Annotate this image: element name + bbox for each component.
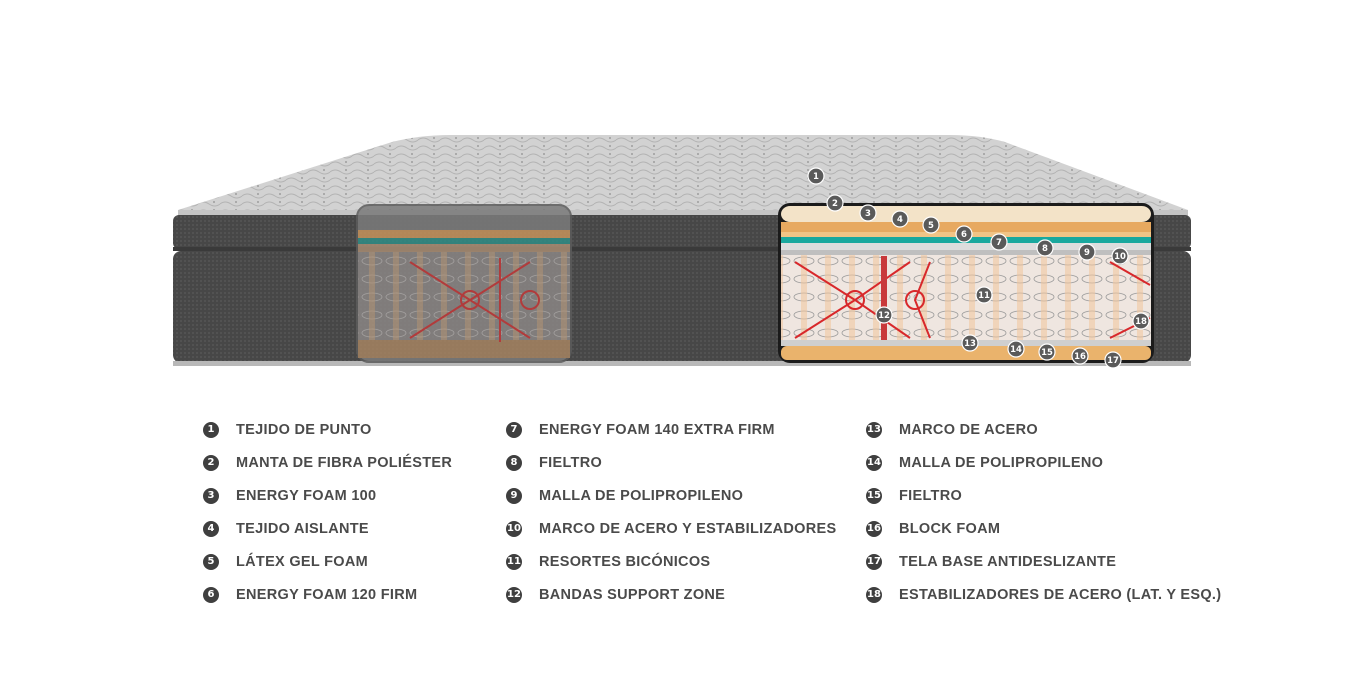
legend-label: MALLA DE POLIPROPILENO [539,487,744,504]
number-badge: 9 [506,488,522,504]
svg-text:15: 15 [1041,348,1053,358]
number-badge: 10 [506,521,522,537]
legend-label: MALLA DE POLIPROPILENO [899,454,1104,471]
legend-label: ENERGY FOAM 140 EXTRA FIRM [539,421,775,438]
svg-text:13: 13 [964,339,976,349]
legend-column-3 [866,413,1221,611]
legend-label: ENERGY FOAM 120 FIRM [236,586,418,603]
number-badge: 4 [203,521,219,537]
callout-4 [892,211,908,227]
number-badge: 18 [866,587,882,603]
callout-6 [956,226,972,242]
svg-text:12: 12 [878,311,890,321]
svg-text:14: 14 [1010,345,1022,355]
number-badge: 13 [866,422,882,438]
legend-label: MANTA DE FIBRA POLIÉSTER [236,454,453,471]
legend-item-14 [866,446,1221,479]
legend-item-3 [203,479,452,512]
number-badge: 11 [506,554,522,570]
callout-2 [827,195,843,211]
legend-item-10 [506,512,836,545]
callout-17 [1105,352,1121,368]
svg-text:5: 5 [928,221,934,231]
legend-label: LÁTEX GEL FOAM [236,553,369,570]
legend-item-2 [203,446,452,479]
svg-text:10: 10 [1114,252,1126,262]
callout-7 [991,234,1007,250]
legend-item-8 [506,446,836,479]
callout-1 [808,168,824,184]
number-badge: 14 [866,455,882,471]
legend-item-6 [203,578,452,611]
number-badge: 5 [203,554,219,570]
callout-13 [962,335,978,351]
svg-text:3: 3 [865,209,871,219]
svg-text:1: 1 [813,172,819,182]
left-cutaway-preview [357,205,571,362]
number-badge: 2 [203,455,219,471]
callout-8 [1037,240,1053,256]
legend-label: RESORTES BICÓNICOS [539,553,711,570]
number-badge: 1 [203,422,219,438]
svg-text:18: 18 [1135,317,1147,327]
legend-column-1 [203,413,452,611]
number-badge: 3 [203,488,219,504]
legend-label: MARCO DE ACERO [899,421,1038,438]
legend-item-18 [866,578,1221,611]
quilted-top-surface [178,135,1188,210]
number-badge: 6 [203,587,219,603]
legend-item-15 [866,479,1221,512]
legend-label: TEJIDO AISLANTE [236,520,369,537]
callout-10 [1112,248,1128,264]
legend-label: MARCO DE ACERO Y ESTABILIZADORES [539,520,837,537]
svg-text:9: 9 [1084,248,1090,258]
svg-text:16: 16 [1074,352,1086,362]
svg-text:8: 8 [1042,244,1048,254]
legend-label: ENERGY FOAM 100 [236,487,377,504]
legend-item-17 [866,545,1221,578]
legend-item-1 [203,413,452,446]
number-badge: 15 [866,488,882,504]
legend-item-12 [506,578,836,611]
callout-14 [1008,341,1024,357]
callout-11 [976,287,992,303]
svg-text:2: 2 [832,199,838,209]
number-badge: 16 [866,521,882,537]
legend-item-4 [203,512,452,545]
legend-label: TELA BASE ANTIDESLIZANTE [899,553,1117,570]
legend-label: BANDAS SUPPORT ZONE [539,586,726,603]
number-badge: 7 [506,422,522,438]
legend-label: FIELTRO [539,454,603,471]
callout-18 [1133,313,1149,329]
legend-item-7 [506,413,836,446]
number-badge: 12 [506,587,522,603]
callout-9 [1079,244,1095,260]
number-badge: 8 [506,455,522,471]
legend-label: FIELTRO [899,487,963,504]
legend-column-2 [506,413,836,611]
svg-text:6: 6 [961,230,967,240]
legend-item-9 [506,479,836,512]
legend-item-11 [506,545,836,578]
svg-text:11: 11 [978,291,990,301]
svg-text:17: 17 [1107,356,1119,366]
svg-text:7: 7 [996,238,1002,248]
legend-item-16 [866,512,1221,545]
callout-16 [1072,348,1088,364]
callout-12 [876,307,892,323]
legend-label: TEJIDO DE PUNTO [236,421,372,438]
legend-label: ESTABILIZADORES DE ACERO (LAT. Y ESQ.) [899,586,1222,603]
legend-item-5 [203,545,452,578]
legend-item-13 [866,413,1221,446]
callout-3 [860,205,876,221]
number-badge: 17 [866,554,882,570]
callout-15 [1039,344,1055,360]
callout-5 [923,217,939,233]
legend-label: BLOCK FOAM [899,520,1001,537]
svg-text:4: 4 [897,215,903,225]
